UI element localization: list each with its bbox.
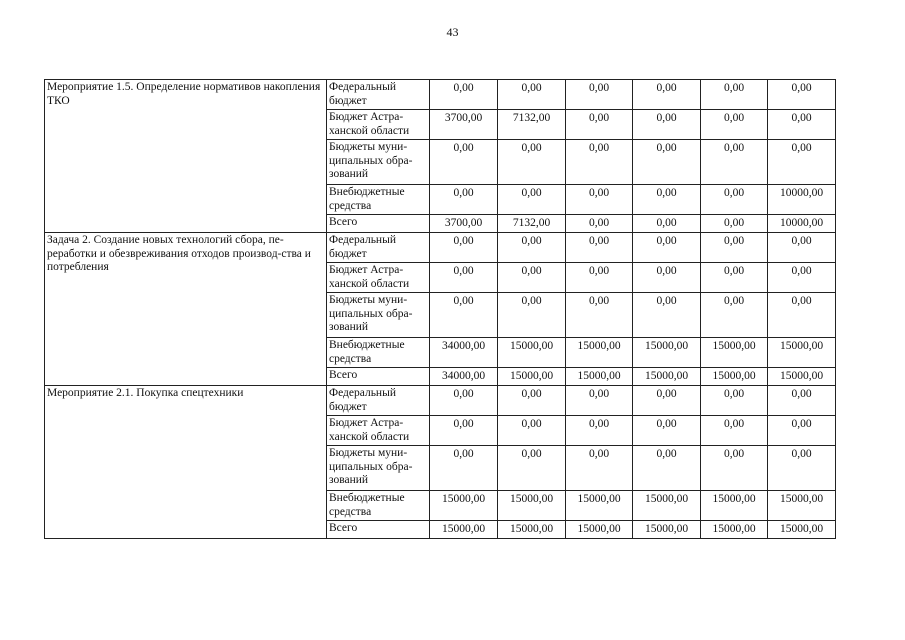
value-cell: 0,00 — [633, 263, 701, 293]
funding-source-cell: Федеральный бюджет — [327, 80, 430, 110]
value-cell: 15000,00 — [701, 491, 768, 521]
funding-source-cell: Федеральный бюджет — [327, 233, 430, 263]
value-cell: 0,00 — [566, 185, 633, 215]
value-cell: 0,00 — [566, 215, 633, 233]
value-cell: 0,00 — [701, 215, 768, 233]
funding-source-cell: Внебюджетные средства — [327, 185, 430, 215]
value-cell: 0,00 — [701, 293, 768, 338]
value-cell: 15000,00 — [566, 491, 633, 521]
budget-table — [44, 79, 836, 539]
value-cell: 0,00 — [768, 233, 836, 263]
funding-source-cell: Внебюджетные средства — [327, 491, 430, 521]
activity-cell: Мероприятие 2.1. Покупка спецтехники — [45, 386, 327, 539]
funding-source-cell: Бюджет Астра-ханской области — [327, 263, 430, 293]
value-cell: 0,00 — [701, 110, 768, 140]
value-cell: 15000,00 — [566, 521, 633, 539]
value-cell: 0,00 — [633, 416, 701, 446]
value-cell: 0,00 — [566, 80, 633, 110]
value-cell: 0,00 — [498, 386, 566, 416]
value-cell: 0,00 — [768, 80, 836, 110]
value-cell: 0,00 — [768, 446, 836, 491]
value-cell: 0,00 — [566, 233, 633, 263]
funding-source-cell: Внебюджетные средства — [327, 338, 430, 368]
value-cell: 0,00 — [768, 386, 836, 416]
value-cell: 0,00 — [498, 233, 566, 263]
value-cell: 0,00 — [701, 263, 768, 293]
value-cell: 15000,00 — [633, 338, 701, 368]
value-cell: 3700,00 — [430, 110, 498, 140]
value-cell: 0,00 — [498, 263, 566, 293]
value-cell: 0,00 — [430, 263, 498, 293]
value-cell: 0,00 — [566, 416, 633, 446]
value-cell: 0,00 — [430, 80, 498, 110]
funding-source-cell: Всего — [327, 368, 430, 386]
value-cell: 15000,00 — [768, 521, 836, 539]
funding-source-cell: Бюджеты муни-ципальных обра-зований — [327, 293, 430, 338]
funding-source-cell: Бюджеты муни-ципальных обра-зований — [327, 140, 430, 185]
value-cell: 10000,00 — [768, 185, 836, 215]
value-cell: 15000,00 — [430, 521, 498, 539]
value-cell: 15000,00 — [566, 368, 633, 386]
value-cell: 15000,00 — [633, 521, 701, 539]
value-cell: 0,00 — [633, 446, 701, 491]
value-cell: 0,00 — [430, 233, 498, 263]
value-cell: 0,00 — [701, 185, 768, 215]
value-cell: 15000,00 — [498, 368, 566, 386]
value-cell: 15000,00 — [430, 491, 498, 521]
value-cell: 15000,00 — [633, 491, 701, 521]
value-cell: 0,00 — [701, 416, 768, 446]
value-cell: 0,00 — [633, 80, 701, 110]
value-cell: 34000,00 — [430, 368, 498, 386]
value-cell: 0,00 — [633, 215, 701, 233]
value-cell: 0,00 — [633, 140, 701, 185]
value-cell: 0,00 — [566, 110, 633, 140]
value-cell: 0,00 — [430, 416, 498, 446]
value-cell: 0,00 — [768, 140, 836, 185]
value-cell: 15000,00 — [633, 368, 701, 386]
value-cell: 15000,00 — [566, 338, 633, 368]
value-cell: 7132,00 — [498, 110, 566, 140]
value-cell: 0,00 — [498, 80, 566, 110]
value-cell: 34000,00 — [430, 338, 498, 368]
page-number: 43 — [446, 25, 459, 39]
value-cell: 15000,00 — [498, 491, 566, 521]
value-cell: 15000,00 — [498, 521, 566, 539]
value-cell: 0,00 — [633, 386, 701, 416]
value-cell: 15000,00 — [498, 338, 566, 368]
value-cell: 15000,00 — [768, 338, 836, 368]
value-cell: 0,00 — [768, 263, 836, 293]
value-cell: 15000,00 — [768, 368, 836, 386]
value-cell: 0,00 — [566, 140, 633, 185]
value-cell: 0,00 — [498, 446, 566, 491]
value-cell: 0,00 — [633, 233, 701, 263]
value-cell: 15000,00 — [701, 338, 768, 368]
value-cell: 15000,00 — [701, 521, 768, 539]
value-cell: 10000,00 — [768, 215, 836, 233]
funding-source-cell: Бюджет Астра-ханской области — [327, 110, 430, 140]
value-cell: 0,00 — [633, 110, 701, 140]
activity-cell: Мероприятие 1.5. Определение нормативов накопления ТКО — [45, 80, 327, 233]
value-cell: 0,00 — [566, 386, 633, 416]
value-cell: 0,00 — [430, 386, 498, 416]
value-cell: 0,00 — [498, 293, 566, 338]
funding-source-cell: Бюджеты муни-ципальных обра-зований — [327, 446, 430, 491]
value-cell: 0,00 — [768, 293, 836, 338]
value-cell: 0,00 — [430, 140, 498, 185]
value-cell: 7132,00 — [498, 215, 566, 233]
value-cell: 0,00 — [566, 446, 633, 491]
value-cell: 0,00 — [701, 140, 768, 185]
value-cell: 0,00 — [430, 293, 498, 338]
value-cell: 0,00 — [498, 140, 566, 185]
value-cell: 0,00 — [430, 185, 498, 215]
value-cell: 0,00 — [566, 293, 633, 338]
value-cell: 0,00 — [498, 185, 566, 215]
value-cell: 0,00 — [498, 416, 566, 446]
value-cell: 0,00 — [701, 386, 768, 416]
table-row — [45, 80, 836, 110]
funding-source-cell: Бюджет Астра-ханской области — [327, 416, 430, 446]
value-cell: 15000,00 — [768, 491, 836, 521]
value-cell: 0,00 — [430, 446, 498, 491]
value-cell: 0,00 — [701, 233, 768, 263]
value-cell: 0,00 — [768, 110, 836, 140]
value-cell: 15000,00 — [701, 368, 768, 386]
funding-source-cell: Федеральный бюджет — [327, 386, 430, 416]
value-cell: 0,00 — [701, 80, 768, 110]
table-row — [45, 233, 836, 263]
funding-source-cell: Всего — [327, 215, 430, 233]
table-row — [45, 386, 836, 416]
value-cell: 0,00 — [701, 446, 768, 491]
funding-source-cell: Всего — [327, 521, 430, 539]
value-cell: 0,00 — [768, 416, 836, 446]
value-cell: 0,00 — [633, 185, 701, 215]
value-cell: 0,00 — [633, 293, 701, 338]
activity-cell: Задача 2. Создание новых технологий сбора, пе-реработки и обезвреживания отходов производ-ства и потребления — [45, 233, 327, 386]
value-cell: 0,00 — [566, 263, 633, 293]
value-cell: 3700,00 — [430, 215, 498, 233]
